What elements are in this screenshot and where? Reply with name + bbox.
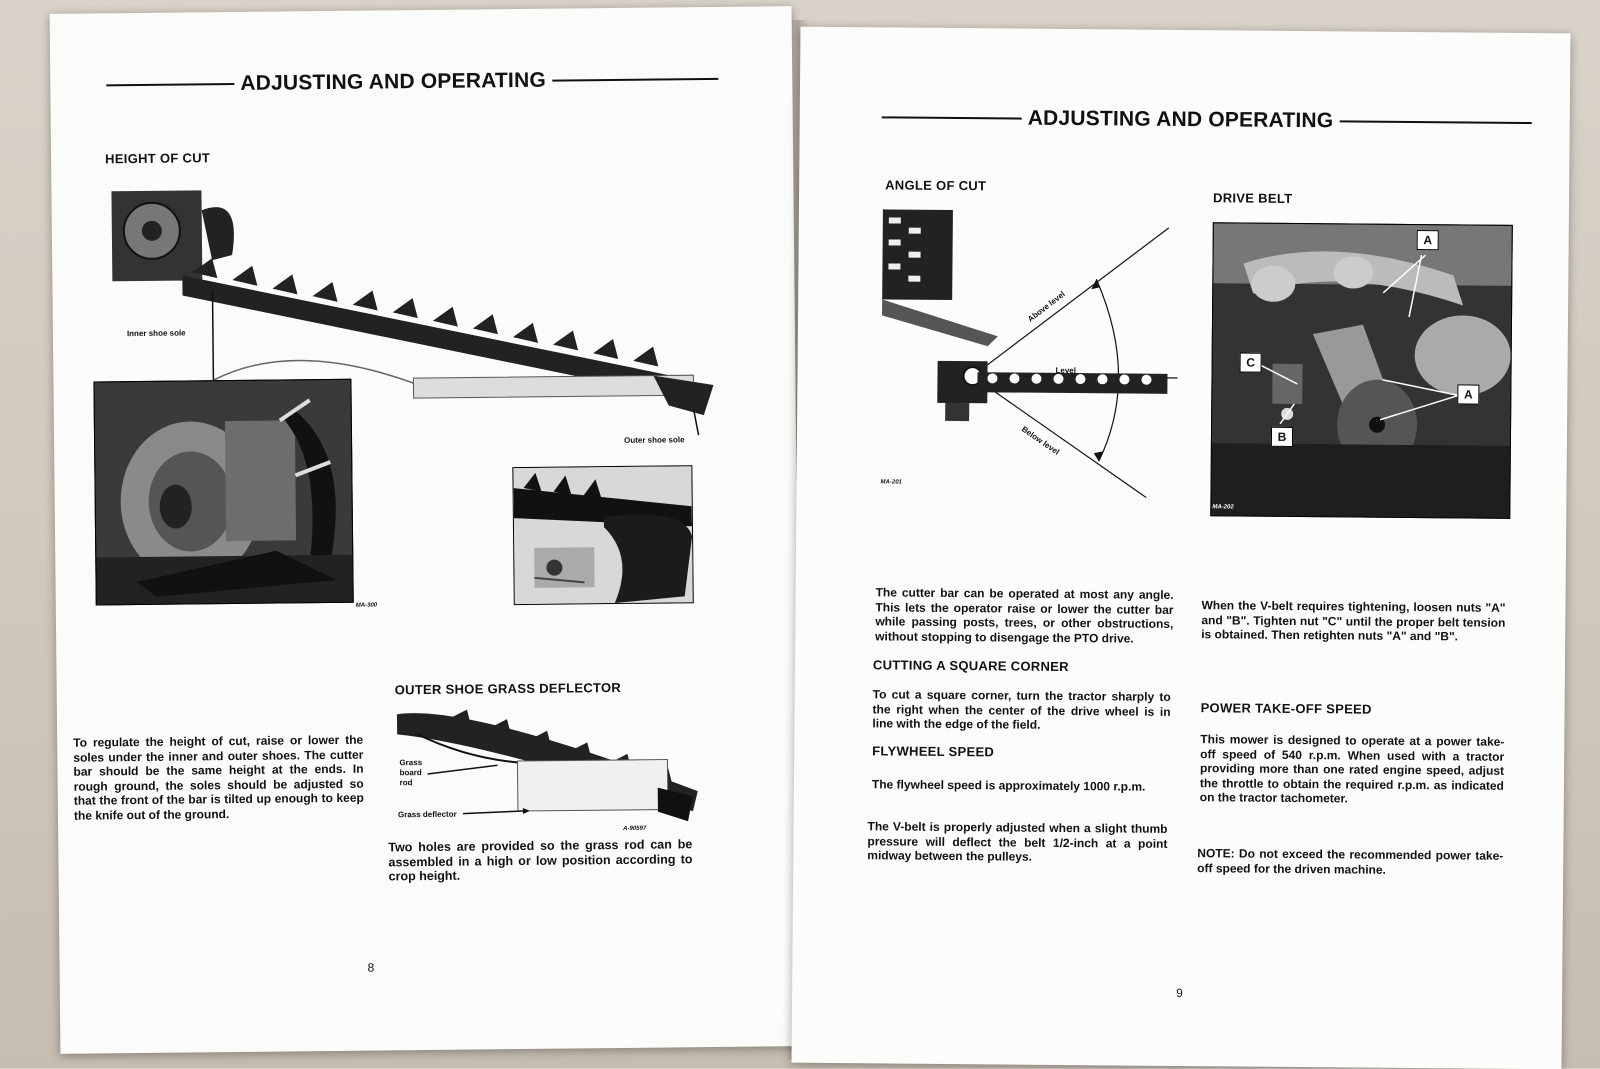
note-body: Do not exceed the recommended power take-off speed for the driven machine. [1197,846,1504,877]
square-corner-body: To cut a square corner, turn the tractor sharply to the right when the center of the drive wheel is in line with the edge of the field. [872,687,1171,732]
header-rule-left [882,116,1022,119]
grass-board-rod-line-2: board [399,768,422,778]
vbelt-adjustment-body: The V-belt is properly adjusted when a slight thumb pressure will deflect the belt 1/2-inch at a point midway between the pulleys. [867,819,1168,864]
left-page-number: 8 [367,960,375,975]
angle-of-cut-heading: ANGLE OF CUT [885,177,987,194]
header-rule-left [106,83,234,86]
grass-board-rod-line-1: Grass [399,758,423,768]
height-of-cut-heading: HEIGHT OF CUT [105,150,211,167]
grass-deflector-body: Two holes are provided so the grass rod can be assembled in a high or low position according to crop height. [388,837,693,884]
drive-belt-body: When the V-belt requires tightening, loosen nuts "A" and "B". Tighten nut "C" until the proper belt tension is obtained. Then retighten nuts "A" and "B". [1201,598,1506,644]
level-label: Level [1055,365,1077,376]
inner-shoe-photo [93,379,353,606]
header-rule-right [1339,120,1531,124]
right-page-number: 9 [1176,985,1183,1001]
drive-belt-heading: DRIVE BELT [1212,190,1293,206]
pto-note [1197,846,1503,878]
flywheel-speed-body: The flywheel speed is approximately 1000 r.p.m. [871,777,1146,794]
flywheel-speed-heading: FLYWHEEL SPEED [872,743,995,760]
angle-of-cut-diagram [876,205,1199,498]
square-corner-heading: CUTTING A SQUARE CORNER [872,657,1069,675]
grass-deflector-callout: Grass deflector [397,809,457,820]
left-page-header [106,67,718,97]
right-header-title: ADJUSTING AND OPERATING [1027,106,1334,133]
label-a-right: A [1457,384,1479,404]
grass-board-rod-callout [399,758,422,788]
angle-figure-code: MA-201 [880,479,902,486]
note-label: NOTE: [1197,846,1235,861]
pto-speed-body: This mower is designed to operate at a power take-off speed of 540 r.p.m. When used with a tractor providing more than one rated engine speed, adjust the throttle to obtain the required r.p.m. as indicated on the tractor tachometer. [1199,732,1505,806]
height-of-cut-body: To regulate the height of cut, raise or lower the soles under the inner and outer shoes. The cutter bar should be the same height at the ends. In rough ground, the soles should be adjusted so that the front of the bar is tilted up enough to keep the knife out of the ground. [73,732,364,823]
mower-figure-code: MA-300 [355,602,378,609]
right-page-header [882,105,1532,135]
outer-shoe-photo [512,465,693,605]
grass-deflector-heading: OUTER SHOE GRASS DEFLECTOR [394,679,622,698]
drive-belt-figure-code: MA-202 [1212,504,1234,511]
inner-shoe-sole-callout: Inner shoe sole [126,328,186,339]
label-b: B [1271,427,1293,447]
above-level-label: Above level [1026,289,1067,324]
label-c: C [1240,353,1262,373]
pto-speed-heading: POWER TAKE-OFF SPEED [1200,700,1372,717]
left-page [50,6,803,1054]
header-rule-right [552,78,718,82]
right-page [791,27,1570,1069]
knife-teeth [192,254,658,372]
angle-of-cut-body: The cutter bar can be operated at most any angle. This lets the operator raise or lower the cutter bar while passing posts, trees, or other obstructions, without stopping to disengage the PTO drive. [875,585,1174,646]
grass-board-rod-line-3: rod [399,778,413,788]
label-a-top: A [1417,230,1439,250]
below-level-label: Below level [1019,424,1061,457]
deflector-figure-code: A-90597 [623,825,647,832]
left-header-title: ADJUSTING AND OPERATING [240,68,547,95]
outer-shoe-sole-callout: Outer shoe sole [624,435,685,445]
